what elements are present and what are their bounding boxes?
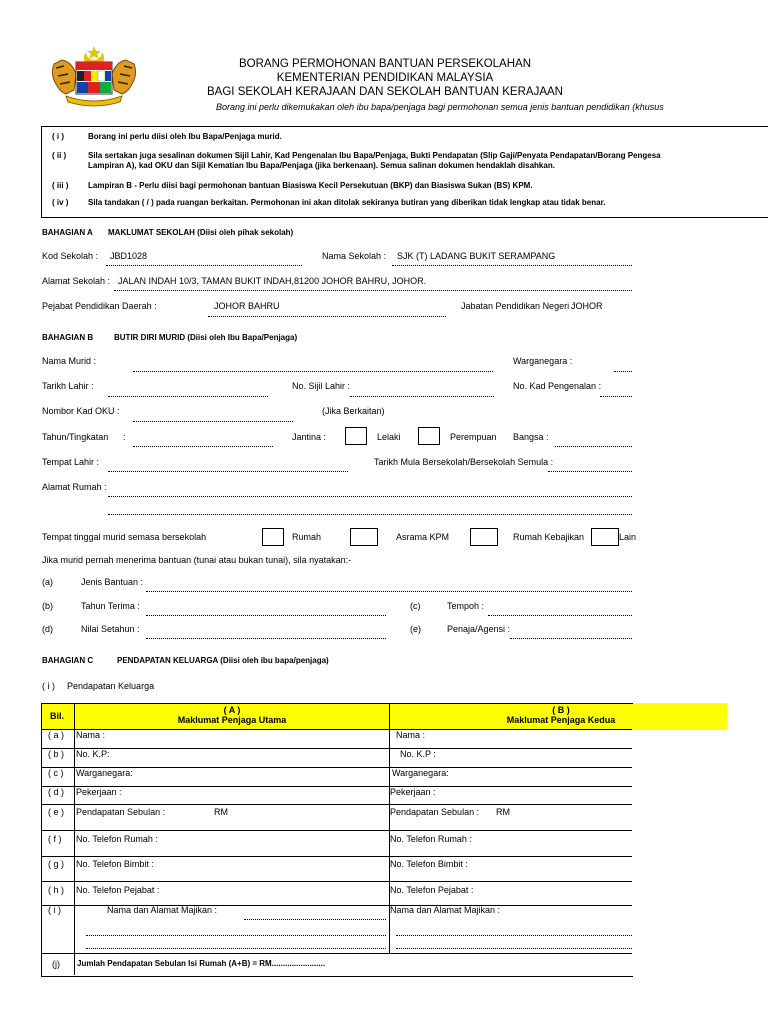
row-divider [41,804,632,805]
nilai-setahun-label: Nilai Setahun : [81,624,140,634]
ab-column-divider [389,703,390,953]
sijil-lahir-label: No. Sijil Lahir : [292,381,351,391]
row-number: ( h ) [48,885,65,895]
row-divider [41,830,632,831]
tarikh-mula-label: Tarikh Mula Bersekolah/Bersekolah Semula : [374,457,554,467]
kad-pengenalan-field[interactable] [600,396,632,397]
row-a-label[interactable]: Nama dan Alamat Majikan : [107,905,218,915]
total-row-number: (j) [52,959,60,969]
ppd-value[interactable]: JOHOR BAHRU [214,301,280,311]
row-divider [41,786,632,787]
tahun-terima-field[interactable] [146,615,386,616]
alamat-sekolah-value[interactable]: JALAN INDAH 10/3, TAMAN BUKIT INDAH,81200 JOHOR BAHRU, JOHOR. [118,276,427,286]
row-divider [41,856,632,857]
row-a-rm: RM [214,807,228,817]
kod-sekolah-line [106,265,302,266]
kad-pengenalan-label: No. Kad Pengenalan : [513,381,602,391]
alamat-rumah-field-line2[interactable] [108,514,632,515]
kod-sekolah-label: Kod Sekolah : [42,251,99,261]
row-divider [41,729,632,730]
majikan-a-field-line3[interactable] [86,948,386,949]
table-bil-header: Bil. [50,711,65,721]
tempoh-label: Tempoh : [447,601,485,611]
item-e: (e) [410,624,421,634]
row-a-label[interactable]: Nama : [76,730,106,740]
kad-oku-field[interactable] [133,421,293,422]
alamat-rumah-label: Alamat Rumah : [42,482,107,492]
note-text-continued: Lampiran A), kad OKU dan Sijil Kematian Ibu Bapa/Penjaga (jika berkenaan). Semua salinan dokumen hendaklah disahkan. [88,161,555,170]
row-b-label[interactable]: Nama dan Alamat Majikan : [390,905,501,915]
alamat-sekolah-line [114,290,632,291]
bil-column-divider [74,703,75,975]
majikan-b-field-line3[interactable] [396,948,632,949]
jenis-bantuan-label: Jenis Bantuan : [81,577,144,587]
rumah-checkbox[interactable] [262,528,284,546]
item-d: (d) [42,624,53,634]
item-a: (a) [42,577,53,587]
section-b-heading: BUTIR DIRI MURID (Diisi oleh Ibu Bapa/Penjaga) [114,333,298,342]
tahun-terima-label: Tahun Terima : [81,601,140,611]
kad-oku-label: Nombor Kad OKU : [42,406,120,416]
nama-murid-label: Nama Murid : [42,356,97,366]
row-number: ( i ) [48,905,61,915]
form-title-line1: BORANG PERMOHONAN BANTUAN PERSEKOLAHAN [238,58,532,70]
perempuan-label: Perempuan [450,432,497,442]
lelaki-checkbox[interactable] [345,427,367,445]
row-a-label[interactable]: Pekerjaan : [76,787,122,797]
kod-sekolah-value[interactable]: JBD1028 [110,251,148,261]
row-number: ( a ) [48,730,65,740]
majikan-a-field-line2[interactable] [86,935,386,936]
row-b-label[interactable]: No. Telefon Pejabat : [390,885,474,895]
note-text: Borang ini perlu diisi oleh Ibu Bapa/Penjaga murid. [88,132,282,141]
tahun-tingkatan-label: Tahun/Tingkatan [42,432,109,442]
row-divider [41,748,632,749]
nama-sekolah-line [392,265,632,266]
bangsa-field[interactable] [555,446,632,447]
tempat-tinggal-label: Tempat tinggal murid semasa bersekolah [42,532,207,542]
lain-label: Lain [619,532,637,542]
tempat-lahir-label: Tempat Lahir : [42,457,100,467]
row-b-label[interactable]: No. Telefon Rumah : [390,834,472,844]
row-b-rm: RM [496,807,510,817]
section-b-code: BAHAGIAN B [42,333,94,342]
sub-heading: Pendapatan Keluarga [67,681,155,691]
bangsa-label: Bangsa : [513,432,549,442]
jantina-label: Jantina : [292,432,327,442]
row-b-label[interactable]: No. K.P : [400,749,436,759]
warganegara-field[interactable] [614,371,632,372]
sijil-lahir-field[interactable] [350,396,494,397]
total-income-label[interactable]: Jumlah Pendapatan Sebulan Isi Rumah (A+B) = RM........................ [77,959,326,968]
col-a-header: Maklumat Penjaga Utama [177,715,287,725]
section-c-heading: PENDAPATAN KELUARGA (Diisi oleh ibu bapa/penjaga) [117,656,329,665]
alamat-sekolah-label: Alamat Sekolah : [42,276,111,286]
tahun-colon: : [123,432,126,442]
penaja-field[interactable] [510,638,632,639]
row-b-label[interactable]: No. Telefon Bimbit : [390,859,468,869]
row-number: ( b ) [48,749,65,759]
jpn-label: Jabatan Pendidikan Negeri : [461,301,575,311]
nama-sekolah-value[interactable]: SJK (T) LADANG BUKIT SERAMPANG [397,251,556,261]
row-a-label[interactable]: Pendapatan Sebulan : [76,807,166,817]
row-b-label[interactable]: Warganegara: [392,768,449,778]
row-b-label[interactable]: Nama : [396,730,426,740]
tarikh-lahir-field[interactable] [108,396,268,397]
kebajikan-label: Rumah Kebajikan [513,532,585,542]
row-divider [41,953,632,954]
kebajikan-checkbox[interactable] [470,528,498,546]
coat-of-arms-logo [46,44,142,108]
row-number: ( e ) [48,807,65,817]
row-a-label[interactable]: Warganegara: [76,768,133,778]
rumah-label: Rumah [292,532,322,542]
alamat-rumah-field[interactable] [108,496,632,497]
jika-pernah-note: Jika murid pernah menerima bantuan (tunai atau bukan tunai), sila nyatakan:- [42,555,352,565]
asrama-checkbox[interactable] [350,528,378,546]
row-number: ( d ) [48,787,65,797]
section-c-code: BAHAGIAN C [42,656,94,665]
tempoh-field[interactable] [488,615,632,616]
note-text: Sila tandakan ( / ) pada ruangan berkaitan. Permohonan ini akan ditolak sekiranya butiran yang diberikan tidak lengkap atau tidak benar. [88,198,606,207]
ppd-label: Pejabat Pendidikan Daerah : [42,301,157,311]
item-b: (b) [42,601,53,611]
note-text: Sila sertakan juga sesalinan dokumen Sijil Lahir, Kad Pengenalan Ibu Bapa/Penjaga, Bukti Pendapatan (Slip Gaji/Penyata Pendapatan/Borang Pengesa [88,151,661,160]
nilai-setahun-field[interactable] [146,638,386,639]
col-b-code: ( B ) [552,705,570,715]
item-c: (c) [410,601,421,611]
row-divider [41,881,632,882]
tempat-lahir-field[interactable] [108,471,348,472]
note-number: ( iii ) [52,181,69,190]
asrama-label: Asrama KPM [396,532,450,542]
row-number: ( c ) [48,768,64,778]
row-a-label[interactable]: No. Telefon Rumah : [76,834,158,844]
row-b-label[interactable]: Pekerjaan : [390,787,436,797]
row-a-label[interactable]: No. Telefon Bimbit : [76,859,154,869]
note-number: ( iv ) [52,198,69,207]
form-subtitle: Borang ini perlu dikemukakan oleh ibu bapa/penjaga bagi permohonan semua jenis bantuan pendidikan (khusus [216,102,664,112]
note-text: Lampiran B - Perlu diisi bagi permohonan bantuan Biasiswa Kecil Persekutuan (BKP) dan Biasiswa Sukan (BS) KPM. [88,181,533,190]
col-b-header: Maklumat Penjaga Kedua [506,715,616,725]
row-a-label[interactable]: No. K.P: [76,749,110,759]
penaja-label: Penaja/Agensi : [447,624,511,634]
jenis-bantuan-field[interactable] [146,591,632,592]
tarikh-mula-field[interactable] [548,471,632,472]
nama-murid-field[interactable] [133,371,493,372]
lain-checkbox[interactable] [591,528,619,546]
tahun-tingkatan-field[interactable] [133,446,273,447]
note-number: ( ii ) [52,151,67,160]
warganegara-label: Warganegara : [513,356,573,366]
sub-number: ( i ) [42,681,55,691]
section-a-code: BAHAGIAN A [42,228,93,237]
majikan-a-field[interactable] [244,919,386,920]
jika-berkaitan-note: (Jika Berkaitan) [322,406,385,416]
row-b-label[interactable]: Pendapatan Sebulan : [390,807,480,817]
perempuan-checkbox[interactable] [418,427,440,445]
col-a-code: ( A ) [223,705,241,715]
majikan-b-field-line2[interactable] [396,935,632,936]
lelaki-label: Lelaki [377,432,401,442]
row-number: ( g ) [48,859,65,869]
jpn-value[interactable]: JOHOR [571,301,603,311]
form-title-line2: KEMENTERIAN PENDIDIKAN MALAYSIA [276,72,494,84]
nama-sekolah-label: Nama Sekolah : [322,251,387,261]
form-title-line3: BAGI SEKOLAH KERAJAAN DAN SEKOLAH BANTUAN KERAJAAN [207,86,563,98]
row-number: ( f ) [48,834,62,844]
ppd-line [208,316,446,317]
tarikh-lahir-label: Tarikh Lahir : [42,381,94,391]
row-a-label[interactable]: No. Telefon Pejabat : [76,885,160,895]
note-number: ( i ) [52,132,64,141]
section-a-heading: MAKLUMAT SEKOLAH (Diisi oleh pihak sekolah) [108,228,294,237]
